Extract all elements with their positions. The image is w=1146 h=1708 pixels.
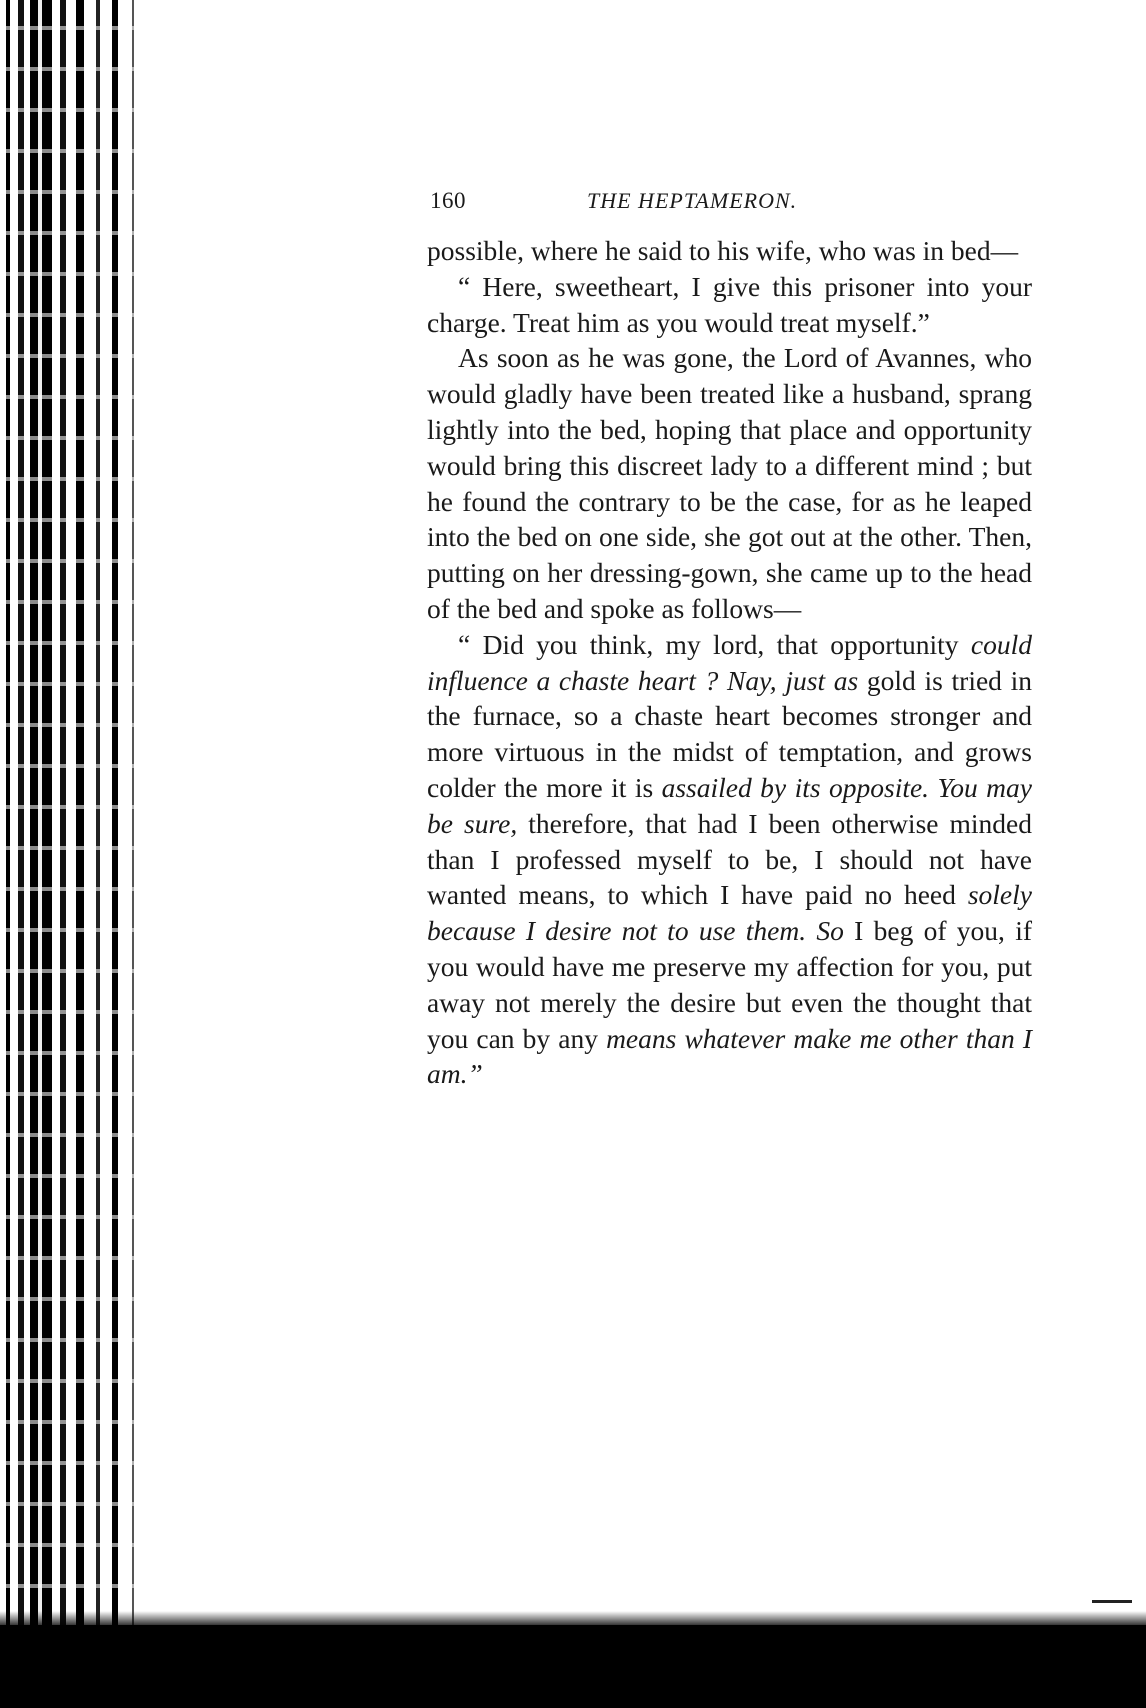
page-number: 160 [430,188,466,213]
text-segment: As soon as he was gone, the Lord of Avannes, who would gladly have been treated like a husband, sprang lightly into the bed, hoping that place and opportunity would bring this discreet lady to a different mind ; but he found the contrary to be the case, for as he leaped into the bed on one side, she got out at the other. Then, putting on her dressing-gown, she came up to the head of the bed and spoke as follows— [427,342,1032,624]
text-segment-italic: assailed by its opposite. You may be sure, [427,771,1033,839]
book-title: THE HEPTAMERON. [587,188,798,213]
running-head [430,188,1030,218]
gutter-texture [0,0,150,1625]
text-segment-italic: means whatever make me other than I am.” [427,1022,1032,1090]
text-segment-italic: solely because I desire not to use them. So [427,879,1032,947]
paragraph-2 [427,269,1032,341]
paragraph-3 [427,340,1032,626]
page-bottom-shadow [0,1625,1146,1708]
text-segment-italic: could influence a chaste heart ? Nay, just as [427,628,1032,696]
page-edge-mark [1092,1600,1132,1603]
text-segment: “ Did you think, my lord, that opportunity [458,628,971,660]
paragraph-4 [427,627,1032,1092]
paragraph-1 [427,233,1032,269]
text-segment: I beg of you, if you would have me preserve my affection for you, put away not merely the desire but even the thought that you can by any [427,915,1033,1054]
text-segment: “ Here, sweetheart, I give this prisoner into your charge. Treat him as you would treat myself.” [427,270,1032,338]
text-segment: possible, where he said to his wife, who was in bed— [427,235,1019,266]
text-segment: gold is tried in the furnace, so a chaste heart becomes stronger and more virtuous in the midst of temptation, and grows colder the more it is [427,664,1032,803]
text-body [427,233,1032,1092]
text-segment: therefore, that had I been otherwise minded than I professed myself to be, I should not have wanted means, to which I have paid no heed [427,807,1032,911]
